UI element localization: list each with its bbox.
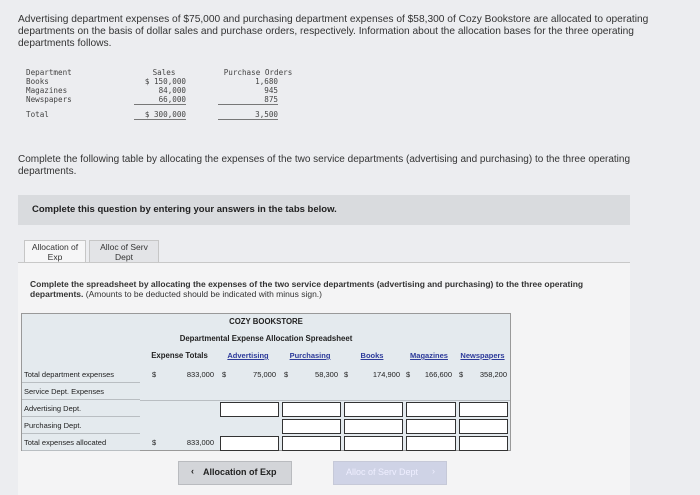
currency-symbol: $ (344, 370, 349, 379)
tab-allocation-of-exp[interactable] (24, 240, 86, 263)
spreadsheet-title: COZY BOOKSTORE (229, 317, 303, 326)
purchasing-newspapers-input[interactable] (459, 419, 508, 434)
panel-instruction-note: (Amounts to be deducted should be indicated with minus sign.) (85, 289, 322, 299)
panel-instruction (30, 279, 610, 299)
question-bar-text: Complete this question by entering your answers in the tabs below. (32, 204, 337, 215)
value-newspapers: 358,200 (479, 370, 507, 379)
base-row-label: Newspapers (26, 95, 72, 104)
row-label-purchasing-dept: Purchasing Dept. (22, 417, 140, 434)
advertising-purchasing-input[interactable] (282, 402, 341, 417)
total-magazines-input[interactable] (406, 436, 456, 451)
tab-label-line1: Alloc of Serv (100, 242, 148, 252)
col-header-books: Books (360, 351, 384, 360)
next-tab-label: Alloc of Serv Dept (346, 467, 419, 477)
value-expense-total: 833,000 (186, 370, 214, 379)
base-cell: 84,000 (158, 86, 186, 95)
currency-symbol: $ (406, 370, 411, 379)
base-header-po: Purchase Orders (223, 68, 293, 77)
row-divider (140, 400, 510, 401)
base-cell: $ 300,000 (134, 110, 186, 120)
base-cell: 3,500 (218, 110, 278, 120)
base-cell: 66,000 (134, 95, 186, 105)
base-cell: $ 150,000 (144, 77, 186, 86)
currency-symbol: $ (222, 370, 227, 379)
total-newspapers-input[interactable] (459, 436, 508, 451)
advertising-books-input[interactable] (344, 402, 403, 417)
tab-label-line2: Dept (115, 251, 133, 262)
task-instruction: Complete the following table by allocating the expenses of the two service departments (advertising and purchasing) to the three operating departments. (18, 154, 631, 177)
tab-label-line2: Exp (47, 251, 63, 262)
advertising-newspapers-input[interactable] (459, 402, 508, 417)
base-cell: 1,680 (255, 77, 278, 86)
col-header-expense-totals: Expense Totals (151, 351, 208, 360)
currency-symbol: $ (152, 438, 157, 447)
allocation-spreadsheet (21, 313, 511, 451)
base-header-sales: Sales (152, 68, 176, 77)
row-label-total-dept-expenses: Total department expenses (22, 366, 140, 383)
panel-instruction-main: Complete the spreadsheet by allocating the expenses of the two service departments (advertising and purchasing) to the three operating departments. (30, 279, 584, 299)
question-bar (18, 195, 630, 225)
purchasing-purchasing-input[interactable] (282, 419, 341, 434)
value-magazines: 166,600 (424, 370, 452, 379)
base-row-label: Books (26, 77, 49, 86)
chevron-right-icon: › (432, 466, 435, 476)
total-advertising-input[interactable] (220, 436, 279, 451)
base-header-dept: Department (26, 68, 72, 77)
currency-symbol: $ (459, 370, 464, 379)
value-total-allocated: 833,000 (186, 438, 214, 447)
chevron-left-icon: ‹ (191, 466, 194, 476)
base-cell: 945 (264, 86, 278, 95)
prev-tab-button[interactable] (178, 461, 292, 485)
currency-symbol: $ (284, 370, 289, 379)
prev-tab-label: Allocation of Exp (203, 467, 277, 477)
problem-intro: Advertising department expenses of $75,000 and purchasing department expenses of $58,300 of Cozy Bookstore are allocated to operating departments on the basis of dollar sales and purchase orders, respectively. Information about the allocation bases for the three operating departments follows. (18, 14, 649, 49)
next-tab-button[interactable] (333, 461, 447, 485)
base-row-label: Magazines (26, 86, 68, 95)
purchasing-magazines-input[interactable] (406, 419, 456, 434)
col-header-purchasing: Purchasing (289, 351, 331, 360)
value-books: 174,900 (372, 370, 400, 379)
row-label-total-expenses-allocated: Total expenses allocated (22, 434, 140, 451)
spreadsheet-subtitle: Departmental Expense Allocation Spreadsheet (179, 334, 353, 343)
total-books-input[interactable] (344, 436, 403, 451)
base-row-label: Total (26, 110, 49, 119)
base-cell: 875 (218, 95, 278, 105)
advertising-magazines-input[interactable] (406, 402, 456, 417)
col-header-newspapers: Newspapers (460, 351, 505, 360)
tab-alloc-of-serv-dept[interactable] (89, 240, 159, 263)
value-advertising: 75,000 (253, 370, 276, 379)
total-purchasing-input[interactable] (282, 436, 341, 451)
advertising-advertising-input[interactable] (220, 402, 279, 417)
col-header-magazines: Magazines (410, 351, 448, 360)
col-header-advertising: Advertising (227, 351, 269, 360)
tab-label-line1: Allocation of (31, 242, 79, 252)
purchasing-books-input[interactable] (344, 419, 403, 434)
value-purchasing: 58,300 (315, 370, 338, 379)
currency-symbol: $ (152, 370, 157, 379)
row-label-service-dept-expenses: Service Dept. Expenses (22, 383, 140, 400)
row-label-advertising-dept: Advertising Dept. (22, 400, 140, 417)
